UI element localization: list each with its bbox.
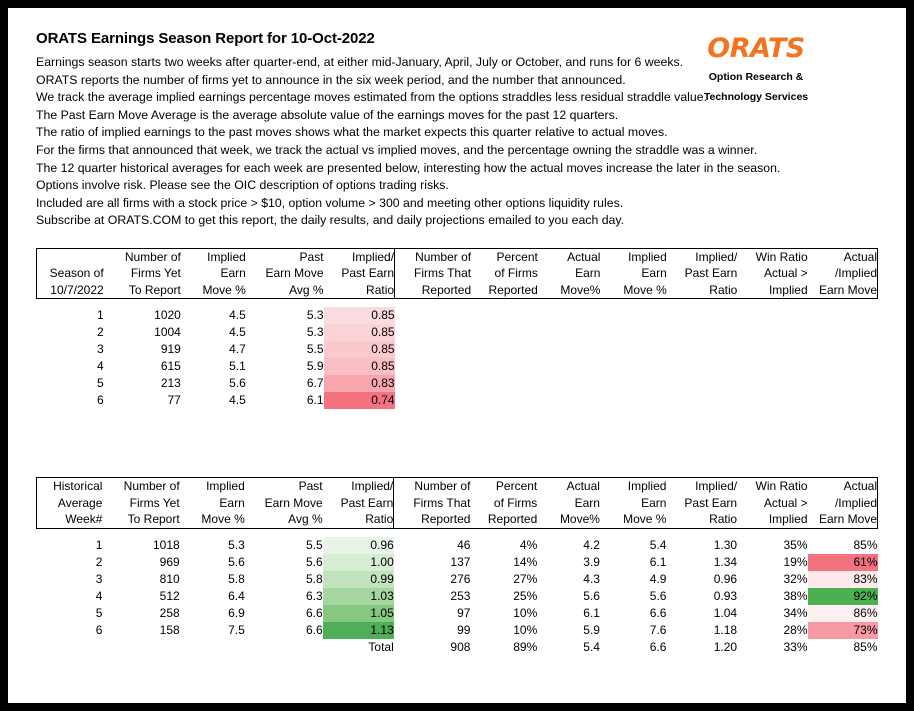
cell-ratio2: 0.93 [713, 588, 738, 603]
historical-table-body [37, 528, 878, 656]
cell-past: 5.5 [306, 342, 324, 357]
cell-week: 6 [95, 622, 103, 637]
table-row [37, 571, 878, 588]
cell-ratio2: 0.96 [713, 571, 738, 586]
cell-ratio: 0.85 [324, 307, 395, 324]
intro-line-6: For the firms that announced that week, we track the actual vs implied moves, and the percentage owning the straddle was a winner. [36, 142, 758, 157]
cell-implied: 5.8 [228, 571, 245, 586]
cell-past: 6.1 [306, 393, 324, 408]
cell-actual-move [538, 307, 601, 324]
cell-firms-reported: 137 [450, 554, 471, 569]
cell-firms-yet: 213 [160, 376, 181, 391]
cell-win-ratio: 35% [783, 537, 808, 552]
cell-actual-implied [808, 392, 878, 409]
cell-past: 6.3 [305, 588, 323, 603]
total-actual-move: 5.4 [583, 639, 600, 654]
cell-past: 5.5 [305, 537, 323, 552]
cell-firms-yet: 810 [159, 571, 180, 586]
cell-week: 2 [97, 325, 104, 340]
cell-percent-reported: 25% [513, 588, 538, 603]
cell-win-ratio [737, 358, 807, 375]
table-row [37, 554, 878, 571]
cell-past: 5.6 [305, 554, 323, 569]
cell-implied-move2 [600, 375, 666, 392]
cell-ratio: 0.85 [324, 324, 395, 341]
cell-win-ratio [737, 341, 807, 358]
cell-week: 4 [97, 359, 104, 374]
cell-ratio2 [667, 307, 738, 324]
cell-implied: 7.5 [228, 622, 245, 637]
header-season: Season of 10/7/2022 [37, 248, 104, 299]
header-implied-move: Implied Earn Move % [180, 478, 245, 529]
cell-firms-reported [395, 307, 472, 324]
cell-actual-move [538, 375, 601, 392]
cell-implied-move2: 7.6 [649, 622, 667, 637]
cell-actual-implied: 61% [808, 554, 878, 571]
cell-actual-implied: 86% [808, 605, 878, 622]
cell-percent-reported [471, 375, 538, 392]
logo-subtitle-line1: Option Research & [708, 71, 804, 83]
cell-implied-move2: 4.9 [649, 571, 667, 586]
table-total-row [37, 639, 878, 656]
cell-implied-move2 [600, 358, 666, 375]
cell-percent-reported: 14% [513, 554, 538, 569]
cell-implied-move2 [600, 307, 666, 324]
intro-line-2: ORATS reports the number of firms yet to announce in the six week period, and the number that announced. [36, 72, 626, 87]
cell-firms-yet: 1018 [152, 537, 180, 552]
cell-week: 6 [97, 393, 104, 408]
cell-past: 6.6 [305, 605, 323, 620]
cell-firms-yet: 1004 [154, 325, 181, 340]
intro-line-3: We track the average implied earnings percentage moves estimated from the options straddles less residual straddle value. [36, 90, 707, 105]
header-implied-past-ratio-2: Implied/ Past Earn Ratio [667, 248, 738, 299]
total-ratio: 1.20 [713, 639, 738, 654]
header-actual-move: Actual Earn Move% [537, 478, 600, 529]
cell-actual-move [538, 358, 601, 375]
cell-win-ratio [737, 375, 807, 392]
cell-ratio2 [667, 341, 738, 358]
total-firms-reported: 908 [450, 639, 471, 654]
header-past-move: Past Earn Move Avg % [245, 478, 323, 529]
total-implied-move: 6.6 [649, 639, 667, 654]
season-table-wrap [36, 248, 878, 410]
cell-implied: 5.6 [228, 554, 245, 569]
total-percent-reported: 89% [513, 639, 538, 654]
cell-ratio2: 1.30 [713, 537, 738, 552]
cell-firms-reported [395, 375, 472, 392]
orats-logo [662, 34, 850, 104]
header-firms-yet: Number of Firms Yet To Report [102, 478, 179, 529]
cell-implied-move2: 5.6 [649, 588, 667, 603]
cell-win-ratio: 34% [783, 605, 808, 620]
header-win-ratio: Win Ratio Actual > Implied [737, 248, 807, 299]
cell-actual-move: 4.2 [583, 537, 600, 552]
cell-firms-reported: 276 [450, 571, 471, 586]
cell-past: 6.6 [305, 622, 323, 637]
cell-percent-reported: 4% [519, 537, 538, 552]
cell-percent-reported [471, 358, 538, 375]
intro-line-7: The 12 quarter historical averages for each week are presented below, interesting how the actual moves increase the later in the season. [36, 160, 781, 175]
cell-firms-yet: 969 [159, 554, 180, 569]
season-table-head [37, 248, 878, 299]
cell-firms-reported [395, 341, 472, 358]
cell-week: 2 [95, 554, 103, 569]
cell-implied: 4.5 [229, 325, 246, 340]
cell-ratio: 1.13 [323, 622, 394, 639]
intro-line-5: The ratio of implied earnings to the past moves shows what the market expects this quarter relative to actual moves. [36, 125, 668, 140]
header-actual-implied: Actual /Implied Earn Move [808, 478, 878, 529]
header-historical-week: Historical Average Week# [37, 478, 103, 529]
cell-firms-reported: 97 [457, 605, 471, 620]
cell-firms-yet: 258 [159, 605, 180, 620]
cell-win-ratio [737, 392, 807, 409]
cell-ratio2 [667, 375, 738, 392]
cell-firms-reported: 99 [457, 622, 471, 637]
cell-ratio2: 1.34 [713, 554, 738, 569]
cell-implied-move2 [600, 392, 666, 409]
cell-win-ratio [737, 307, 807, 324]
cell-ratio: 1.03 [323, 588, 394, 605]
cell-implied: 4.5 [229, 308, 246, 323]
cell-actual-move: 5.9 [583, 622, 600, 637]
cell-implied-move2: 6.6 [649, 605, 667, 620]
cell-actual-move [538, 324, 601, 341]
cell-actual-move [538, 392, 601, 409]
cell-firms-yet: 512 [159, 588, 180, 603]
cell-actual-move [538, 341, 601, 358]
cell-ratio: 1.05 [323, 605, 394, 622]
cell-actual-move: 5.6 [583, 588, 600, 603]
cell-firms-reported [395, 324, 472, 341]
total-label: Total [368, 639, 394, 654]
header-win-ratio: Win Ratio Actual > Implied [737, 478, 807, 529]
table-row [37, 622, 878, 639]
intro-line-10: Subscribe at ORATS.COM to get this report, the daily results, and daily projections emailed to you each day. [36, 213, 625, 228]
table-row [37, 341, 878, 358]
total-actual-implied: 85% [853, 639, 878, 654]
cell-actual-move: 4.3 [583, 571, 600, 586]
cell-actual-move: 6.1 [583, 605, 600, 620]
cell-actual-implied [808, 358, 878, 375]
cell-week: 5 [97, 376, 104, 391]
cell-ratio: 0.99 [323, 571, 394, 588]
cell-actual-move: 3.9 [583, 554, 600, 569]
cell-past: 5.9 [306, 359, 324, 374]
cell-implied-move2: 6.1 [649, 554, 667, 569]
cell-ratio2: 1.04 [713, 605, 738, 620]
cell-implied-move2: 5.4 [649, 537, 667, 552]
header-implied-past-ratio: Implied/ Past Earn Ratio [324, 248, 395, 299]
cell-implied: 4.7 [229, 342, 246, 357]
table-row [37, 307, 878, 324]
cell-firms-reported [395, 392, 472, 409]
season-table [36, 248, 878, 410]
cell-firms-reported: 46 [457, 537, 471, 552]
cell-week: 4 [95, 588, 103, 603]
cell-actual-implied: 73% [808, 622, 878, 639]
cell-week: 5 [95, 605, 103, 620]
cell-percent-reported [471, 392, 538, 409]
historical-table-head [37, 478, 878, 529]
cell-week: 1 [97, 308, 104, 323]
table-row [37, 537, 878, 554]
cell-implied-move2 [600, 341, 666, 358]
cell-actual-implied [808, 307, 878, 324]
header-implied-move-2: Implied Earn Move % [600, 478, 667, 529]
header-firms-yet: Number of Firms Yet To Report [104, 248, 181, 299]
header-percent-reported: Percent of Firms Reported [471, 248, 538, 299]
intro-line-8: Options involve risk. Please see the OIC description of options trading risks. [36, 178, 449, 193]
cell-percent-reported [471, 324, 538, 341]
cell-firms-yet: 158 [159, 622, 180, 637]
document-content [8, 8, 906, 656]
cell-win-ratio: 32% [783, 571, 808, 586]
cell-implied-move2 [600, 324, 666, 341]
total-win-ratio: 33% [783, 639, 808, 654]
cell-ratio: 0.85 [324, 341, 395, 358]
cell-percent-reported: 10% [513, 605, 538, 620]
cell-firms-yet: 919 [160, 342, 181, 357]
header-actual-implied: Actual /Implied Earn Move [808, 248, 878, 299]
cell-ratio2 [667, 358, 738, 375]
season-table-body [37, 299, 878, 410]
cell-percent-reported [471, 341, 538, 358]
cell-week: 3 [97, 342, 104, 357]
cell-past: 5.3 [306, 325, 324, 340]
cell-past: 6.7 [306, 376, 324, 391]
logo-subtitle-line2: Technology Services [703, 91, 809, 103]
cell-percent-reported: 27% [513, 571, 538, 586]
header-implied-past-ratio: Implied/ Past Earn Ratio [323, 478, 394, 529]
cell-implied: 5.3 [228, 537, 245, 552]
cell-firms-reported [395, 358, 472, 375]
cell-win-ratio [737, 324, 807, 341]
header-firms-reported: Number of Firms That Reported [394, 478, 471, 529]
cell-ratio: 1.00 [323, 554, 394, 571]
cell-win-ratio: 28% [783, 622, 808, 637]
table-row [37, 605, 878, 622]
cell-firms-yet: 615 [160, 359, 181, 374]
cell-past: 5.8 [305, 571, 323, 586]
cell-implied: 6.4 [228, 588, 245, 603]
intro-line-4: The Past Earn Move Average is the average absolute value of the earnings moves for the past 12 quarters. [36, 107, 619, 122]
cell-ratio: 0.83 [324, 375, 395, 392]
cell-actual-implied: 85% [808, 537, 878, 554]
table-row [37, 358, 878, 375]
header-firms-reported: Number of Firms That Reported [395, 248, 472, 299]
table-row [37, 375, 878, 392]
cell-percent-reported: 10% [513, 622, 538, 637]
cell-firms-yet: 77 [167, 393, 181, 408]
cell-firms-yet: 1020 [154, 308, 181, 323]
page-title: ORATS Earnings Season Report for 10-Oct-2022 [36, 30, 375, 47]
cell-implied: 5.1 [229, 359, 246, 374]
cell-implied: 6.9 [228, 605, 245, 620]
cell-ratio2 [667, 324, 738, 341]
cell-implied: 4.5 [229, 393, 246, 408]
logo-wordmark: ORATS [707, 33, 805, 64]
cell-win-ratio: 38% [783, 588, 808, 603]
cell-percent-reported [471, 307, 538, 324]
cell-ratio2 [667, 392, 738, 409]
cell-firms-reported: 253 [450, 588, 471, 603]
header-implied-move: Implied Earn Move % [181, 248, 246, 299]
cell-week: 1 [95, 537, 103, 552]
cell-ratio2: 1.18 [713, 622, 738, 637]
cell-past: 5.3 [306, 308, 324, 323]
header-past-move: Past Earn Move Avg % [246, 248, 324, 299]
historical-table [36, 477, 878, 656]
header-percent-reported: Percent of Firms Reported [470, 478, 537, 529]
table-row [37, 324, 878, 341]
cell-actual-implied [808, 375, 878, 392]
header-implied-past-ratio-2: Implied/ Past Earn Ratio [666, 478, 737, 529]
cell-win-ratio: 19% [783, 554, 808, 569]
header-actual-move: Actual Earn Move% [538, 248, 601, 299]
report-header [36, 30, 878, 230]
table-row [37, 392, 878, 409]
cell-actual-implied: 83% [808, 571, 878, 588]
table-row [37, 588, 878, 605]
cell-actual-implied [808, 341, 878, 358]
cell-ratio: 0.85 [324, 358, 395, 375]
header-implied-move-2: Implied Earn Move % [600, 248, 666, 299]
cell-ratio: 0.74 [324, 392, 395, 409]
cell-actual-implied: 92% [808, 588, 878, 605]
cell-implied: 5.6 [229, 376, 246, 391]
historical-table-wrap [36, 477, 878, 656]
intro-line-9: Included are all firms with a stock price > $10, option volume > 300 and meeting other options liquidity rules. [36, 195, 624, 210]
cell-ratio: 0.96 [323, 537, 394, 554]
document-page [8, 8, 906, 703]
intro-line-1: Earnings season starts two weeks after quarter-end, at either mid-January, April, July or October, and runs for 6 weeks. [36, 55, 684, 69]
cell-week: 3 [95, 571, 103, 586]
cell-actual-implied [808, 324, 878, 341]
